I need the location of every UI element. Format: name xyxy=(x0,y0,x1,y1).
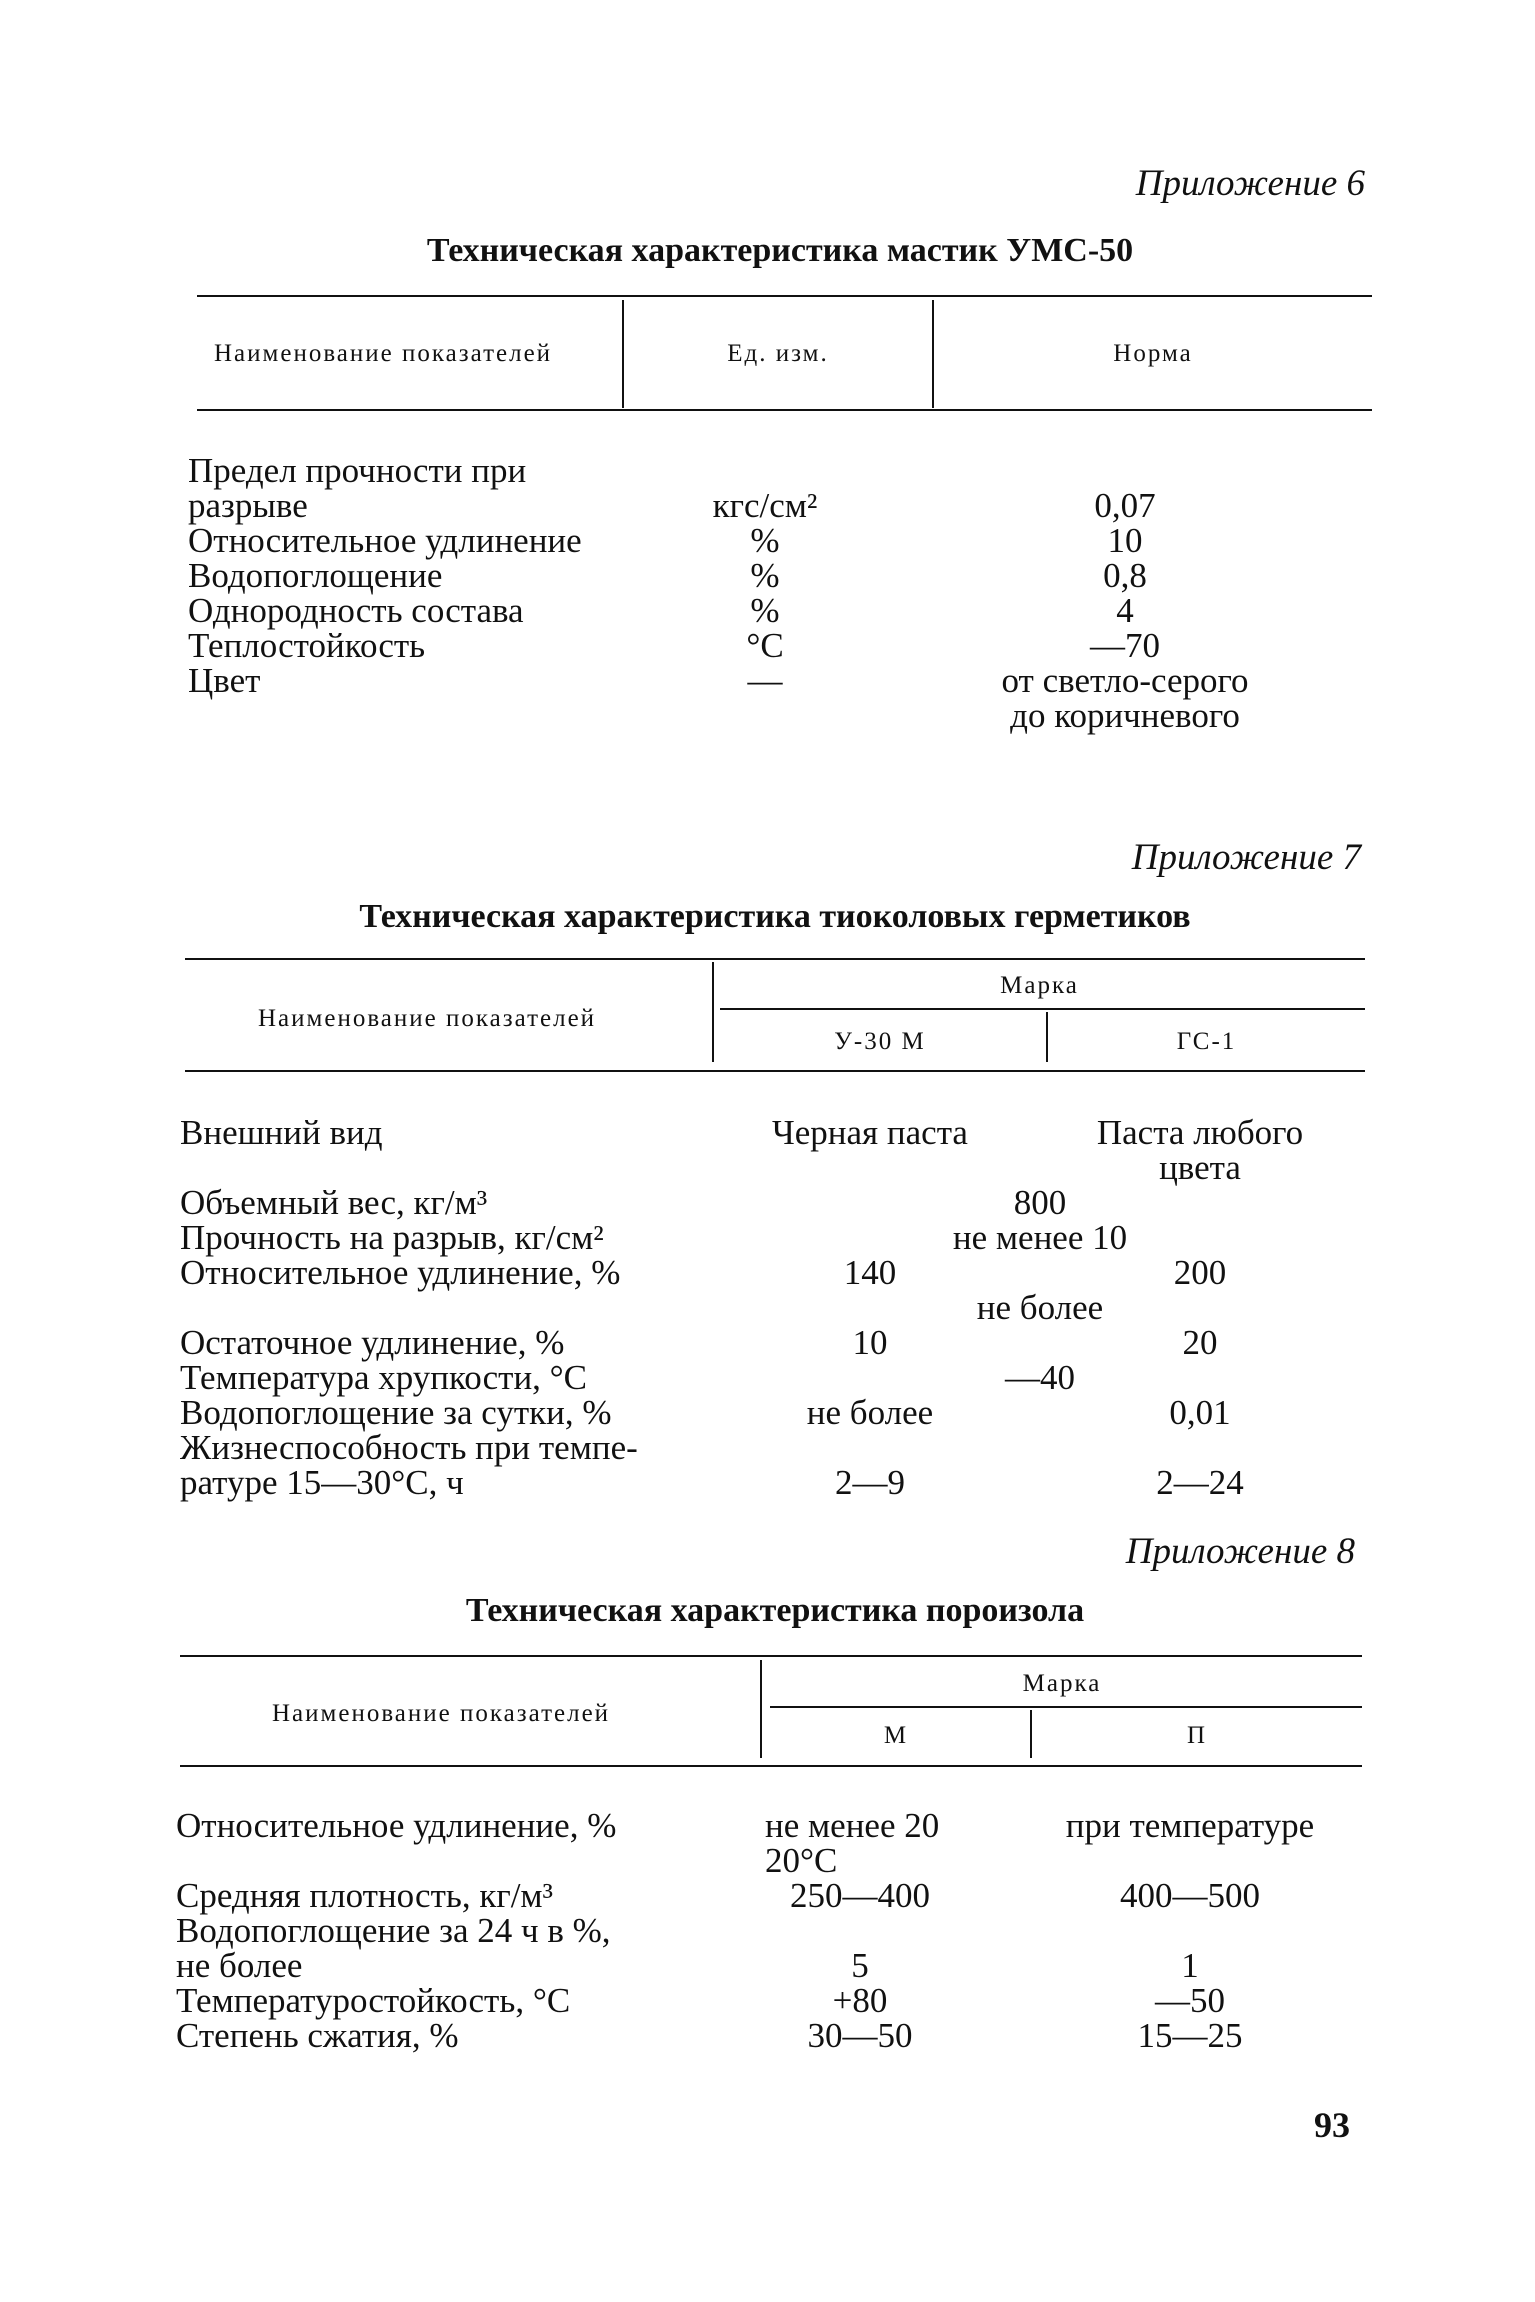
group-rule xyxy=(720,1008,1365,1010)
table-row-col2: Паста любого цвета 200 20 0,01 2—24 xyxy=(1096,1113,1304,1502)
header-col2: П xyxy=(1186,1722,1208,1749)
table-row-col1: не менее 20 20°С xyxy=(765,1806,940,1880)
header-col1: У-30 М xyxy=(834,1028,926,1055)
table-top-rule xyxy=(197,295,1372,297)
header-col1: М xyxy=(883,1722,909,1749)
appendix-6-title: Техническая характеристика мастик УМС-50 xyxy=(426,232,1134,269)
table-row-norm: 0,07 10 0,8 4 —70 от светло-серого до коричневого xyxy=(1001,486,1249,735)
header-col2: ГС-1 xyxy=(1176,1028,1237,1055)
table-header-rule xyxy=(185,1070,1365,1072)
table-top-rule xyxy=(180,1655,1362,1657)
table-row-name: Предел прочности при разрыве Относительное удлинение Водопоглощение Однородность состава Теплостойкость Цвет xyxy=(188,451,582,700)
header-norm: Норма xyxy=(1113,340,1193,367)
table-row-name: Относительное удлинение, % Средняя плотность, кг/м³ Водопоглощение за 24 ч в %, не более Температуростойкость, °С Степень сжатия, % xyxy=(176,1806,617,2055)
appendix-7-label: Приложение 7 xyxy=(1131,837,1361,878)
page-number: 93 xyxy=(1314,2105,1350,2145)
table-row-shared: 800 не менее 10 не более —40 xyxy=(952,1183,1128,1397)
header-unit: Ед. изм. xyxy=(727,340,829,367)
group-rule xyxy=(770,1706,1362,1708)
table-row-col2: при температуре 400—500 1 —50 15—25 xyxy=(1065,1806,1315,2055)
table-row-unit: кгс/см² % % % °С — xyxy=(712,486,818,700)
appendix-8-title: Техническая характеристика пороизола xyxy=(465,1592,1085,1629)
table-header-rule xyxy=(180,1765,1362,1767)
table-row-name: Внешний вид Объемный вес, кг/м³ Прочность на разрыв, кг/см² Относительное удлинение, % Остаточное удлинение, % Температура хрупкости, °С Водопоглощение за сутки, % Жизнеспособность при темпе- ратуре 15—30°С, ч xyxy=(180,1113,638,1502)
header-group: Марка xyxy=(1000,972,1079,999)
header-name: Наименование показателей xyxy=(214,340,553,367)
header-name: Наименование показателей xyxy=(272,1700,611,1727)
table-row-col1-values: 250—400 5 +80 30—50 xyxy=(790,1876,930,2055)
header-name: Наименование показателей xyxy=(258,1005,597,1032)
table-top-rule xyxy=(185,958,1365,960)
appendix-6-label: Приложение 6 xyxy=(1135,163,1365,204)
table-row-col1: Черная паста 140 10 не более 2—9 xyxy=(772,1113,968,1502)
appendix-7-title: Техническая характеристика тиоколовых герметиков xyxy=(359,898,1191,935)
appendix-8-label: Приложение 8 xyxy=(1125,1531,1355,1572)
header-group: Марка xyxy=(1022,1670,1102,1697)
table-header-rule xyxy=(197,409,1372,411)
